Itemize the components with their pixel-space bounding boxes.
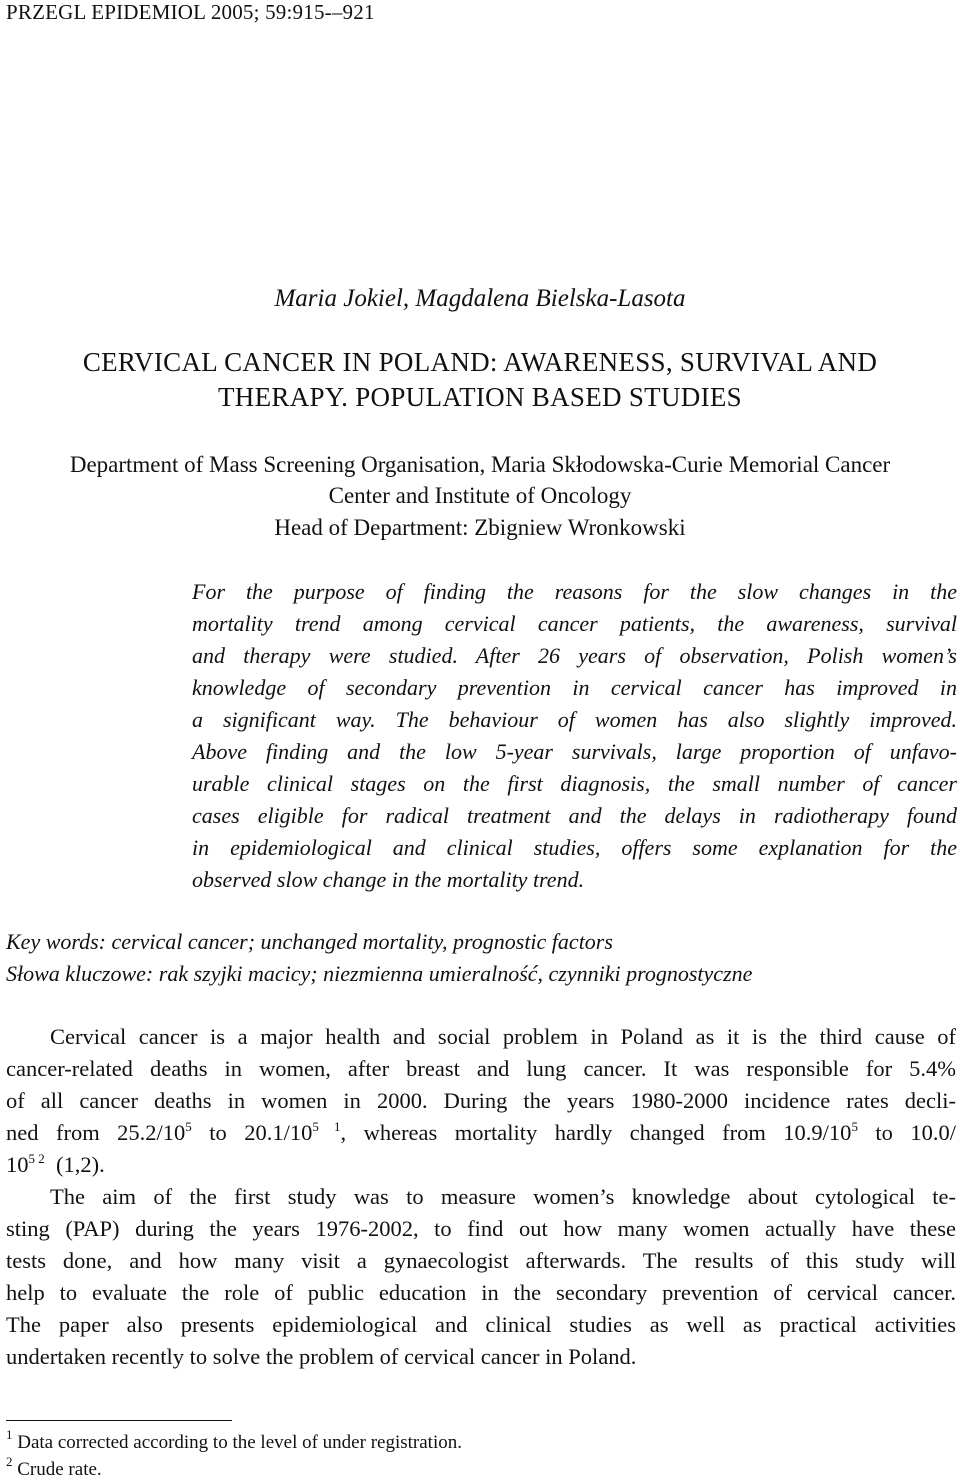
- footnote-mark: 2: [6, 1454, 13, 1469]
- body-text-fragment: , whereas mortality hardly changed from 10.9/10: [340, 1120, 852, 1145]
- abstract-line: a significant way. The behaviour of women has also slightly improved.: [192, 707, 957, 732]
- body-paragraph-line: tests done, and how many visit a gynaecologist afterwards. The results of this study will: [6, 1248, 956, 1273]
- abstract-line: Above finding and the low 5-year survivals, large proportion of unfavo-: [192, 739, 957, 764]
- body-paragraph-line: The aim of the first study was to measure women’s knowledge about cytological te-: [50, 1184, 956, 1209]
- body-text-fragment: to 10.0/: [857, 1120, 957, 1145]
- body-text-fragment: 10: [6, 1152, 29, 1177]
- body-text-fragment: ned from 25.2/10: [6, 1120, 186, 1145]
- body-text-fragment: to 20.1/10: [191, 1120, 313, 1145]
- article-title-line-1: CERVICAL CANCER IN POLAND: AWARENESS, SURVIVAL AND: [82, 347, 878, 377]
- abstract-line: For the purpose of finding the reasons for the slow changes in the: [192, 579, 957, 604]
- abstract-line: observed slow change in the mortality trend.: [192, 867, 585, 892]
- footnote-text: Crude rate.: [12, 1459, 102, 1480]
- footnote-rule: [6, 1420, 232, 1421]
- superscript: 5: [851, 1119, 858, 1134]
- body-paragraph-line: [6, 1152, 956, 1178]
- body-paragraph-line: of all cancer deaths in women in 2000. During the years 1980-2000 incidence rates decli-: [6, 1088, 956, 1113]
- abstract-line: urable clinical stages on the first diagnosis, the small number of cancer: [192, 771, 957, 796]
- superscript: 5 2: [28, 1151, 45, 1166]
- article-title-line-2: THERAPY. POPULATION BASED STUDIES: [218, 382, 742, 412]
- abstract-line: knowledge of secondary prevention in cervical cancer has improved in: [192, 675, 957, 700]
- body-text-fragment: (1,2).: [44, 1152, 105, 1177]
- affiliation-line-2: Center and Institute of Oncology: [328, 483, 632, 508]
- abstract-line: cases eligible for radical treatment and the delays in radiotherapy found: [192, 803, 957, 828]
- abstract-line: in epidemiological and clinical studies, offers some explanation for the: [192, 835, 957, 860]
- keywords-english: Key words: cervical cancer; unchanged mortality, prognostic factors: [6, 929, 613, 954]
- body-paragraph-line: undertaken recently to solve the problem of cervical cancer in Poland.: [6, 1344, 637, 1369]
- superscript: 5 1: [312, 1119, 341, 1134]
- body-paragraph-line: sting (PAP) during the years 1976-2002, to find out how many women actually have these: [6, 1216, 956, 1241]
- abstract-line: and therapy were studied. After 26 years of observation, Polish women’s: [192, 643, 957, 668]
- footnote-1: [6, 1427, 462, 1454]
- authors: Maria Jokiel, Magdalena Bielska-Lasota: [274, 285, 686, 312]
- body-paragraph-line: cancer-related deaths in women, after breast and lung cancer. It was responsible for 5.4%: [6, 1056, 956, 1081]
- footnote-2: [6, 1454, 102, 1481]
- body-paragraph-line: The paper also presents epidemiological and clinical studies as well as practical activities: [6, 1312, 956, 1337]
- affiliation-line-1: Department of Mass Screening Organisation, Maria Skłodowska-Curie Memorial Cancer: [69, 452, 891, 477]
- body-paragraph-line: [6, 1120, 956, 1146]
- body-paragraph-line: help to evaluate the role of public education in the secondary prevention of cervical cancer.: [6, 1280, 956, 1305]
- journal-header: PRZEGL EPIDEMIOL 2005; 59:915-–921: [6, 0, 375, 24]
- abstract-line: mortality trend among cervical cancer patients, the awareness, survival: [192, 611, 957, 636]
- keywords-polish: Słowa kluczowe: rak szyjki macicy; niezmienna umieralność, czynniki prognostyczne: [6, 961, 753, 986]
- footnote-mark: 1: [6, 1427, 13, 1442]
- body-paragraph-line: Cervical cancer is a major health and social problem in Poland as it is the third cause of: [50, 1024, 956, 1049]
- affiliation-head: Head of Department: Zbigniew Wronkowski: [274, 515, 686, 540]
- footnote-text: Data corrected according to the level of under registration.: [12, 1432, 462, 1453]
- superscript: 5: [185, 1119, 192, 1134]
